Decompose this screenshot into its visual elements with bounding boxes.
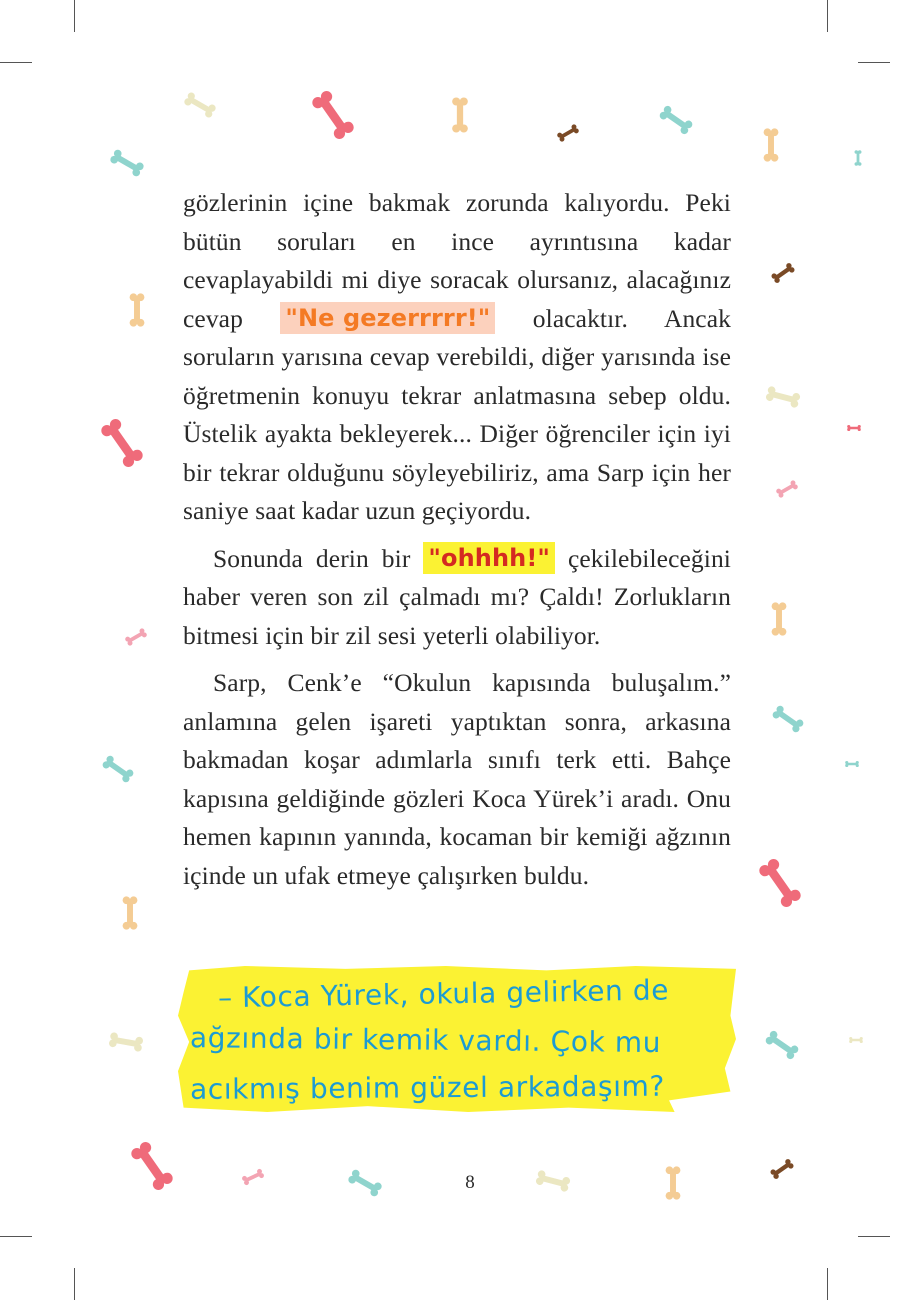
bone-icon xyxy=(855,150,862,166)
quote-line: – Koca Yürek, okula gelirken de xyxy=(217,973,670,1015)
bone-icon xyxy=(849,1037,863,1043)
bone-icon xyxy=(764,1029,800,1060)
paragraph xyxy=(183,540,731,656)
bone-icon xyxy=(310,89,356,141)
bone-icon xyxy=(124,627,147,646)
highlight-exclamation: "ohhhh!" xyxy=(423,542,555,574)
bone-icon xyxy=(130,293,145,326)
bone-icon xyxy=(452,97,468,132)
bone-icon xyxy=(183,91,217,119)
paragraph-text: olacaktır. Ancak soruların yarısına cevap verebildi, diğer yarısında ise öğretmenin konuyu tekrar anlatmasına sebep oldu. Üstelik ayakta bekleyerek... Diğer öğrenciler için iyi bir tekrar olduğunu söyleyebiliriz, ama Sarp için her saniye saat kadar uzun geçiyordu. xyxy=(183,303,731,525)
bone-icon xyxy=(775,479,798,498)
bone-icon xyxy=(241,1168,264,1186)
paragraph-text: gözlerinin içine bakmak zorunda kalıyordu. Peki bütün soruları en ince ayrıntısına kadar cevaplayabildi mi diye soracak olursanız, alacağınız cevap xyxy=(183,188,731,333)
paragraph xyxy=(183,184,731,531)
bone-icon xyxy=(123,896,138,929)
bone-icon xyxy=(108,1032,143,1052)
quote-line: acıkmış benim güzel arkadaşım? xyxy=(189,1069,666,1106)
bone-icon xyxy=(535,1170,571,1193)
bone-icon xyxy=(765,386,801,409)
bone-icon xyxy=(771,704,805,733)
bone-icon xyxy=(109,148,145,177)
bone-icon xyxy=(556,123,579,142)
bone-icon xyxy=(769,1158,794,1180)
page-number: 8 xyxy=(465,1172,475,1193)
bone-icon xyxy=(772,602,787,635)
story-text xyxy=(183,184,731,895)
bone-icon xyxy=(101,754,135,783)
bone-icon xyxy=(764,128,779,161)
bone-icon xyxy=(847,425,861,431)
quote-line: ağzında bir kemik vardı. Çok mu xyxy=(189,1021,662,1060)
bone-icon xyxy=(99,417,145,469)
bone-icon xyxy=(658,104,694,135)
paragraph: Sarp, Cenk’e “Okulun kapısında buluşalım.” anlamına gelen işareti yaptıktan sonra, arkasına bakmadan koşar adımlarla sınıfı terk etti. Bahçe kapısına geldiğinde gözleri Koca Yürek’i aradı. Onu hemen kapının yanında, kocaman bir kemiği ağzının içinde un ufak etmeye çalışırken buldu. xyxy=(183,668,731,890)
paragraph-text: Sonunda derin bir xyxy=(213,543,424,573)
bone-icon xyxy=(845,761,859,767)
dialogue-quote xyxy=(190,970,735,1111)
bone-icon xyxy=(129,1140,175,1192)
bone-icon xyxy=(347,1168,383,1197)
bone-icon xyxy=(757,857,803,909)
highlight-exclamation: "Ne gezerrrrr!" xyxy=(280,302,495,334)
bone-icon xyxy=(770,262,795,284)
bone-icon xyxy=(666,1166,681,1199)
paragraph-text: çekilebileceğini haber veren son zil çalmadı mı? Çaldı! Zorlukların bitmesi için bir zil sesi yeterli olabiliyor. xyxy=(183,543,731,650)
